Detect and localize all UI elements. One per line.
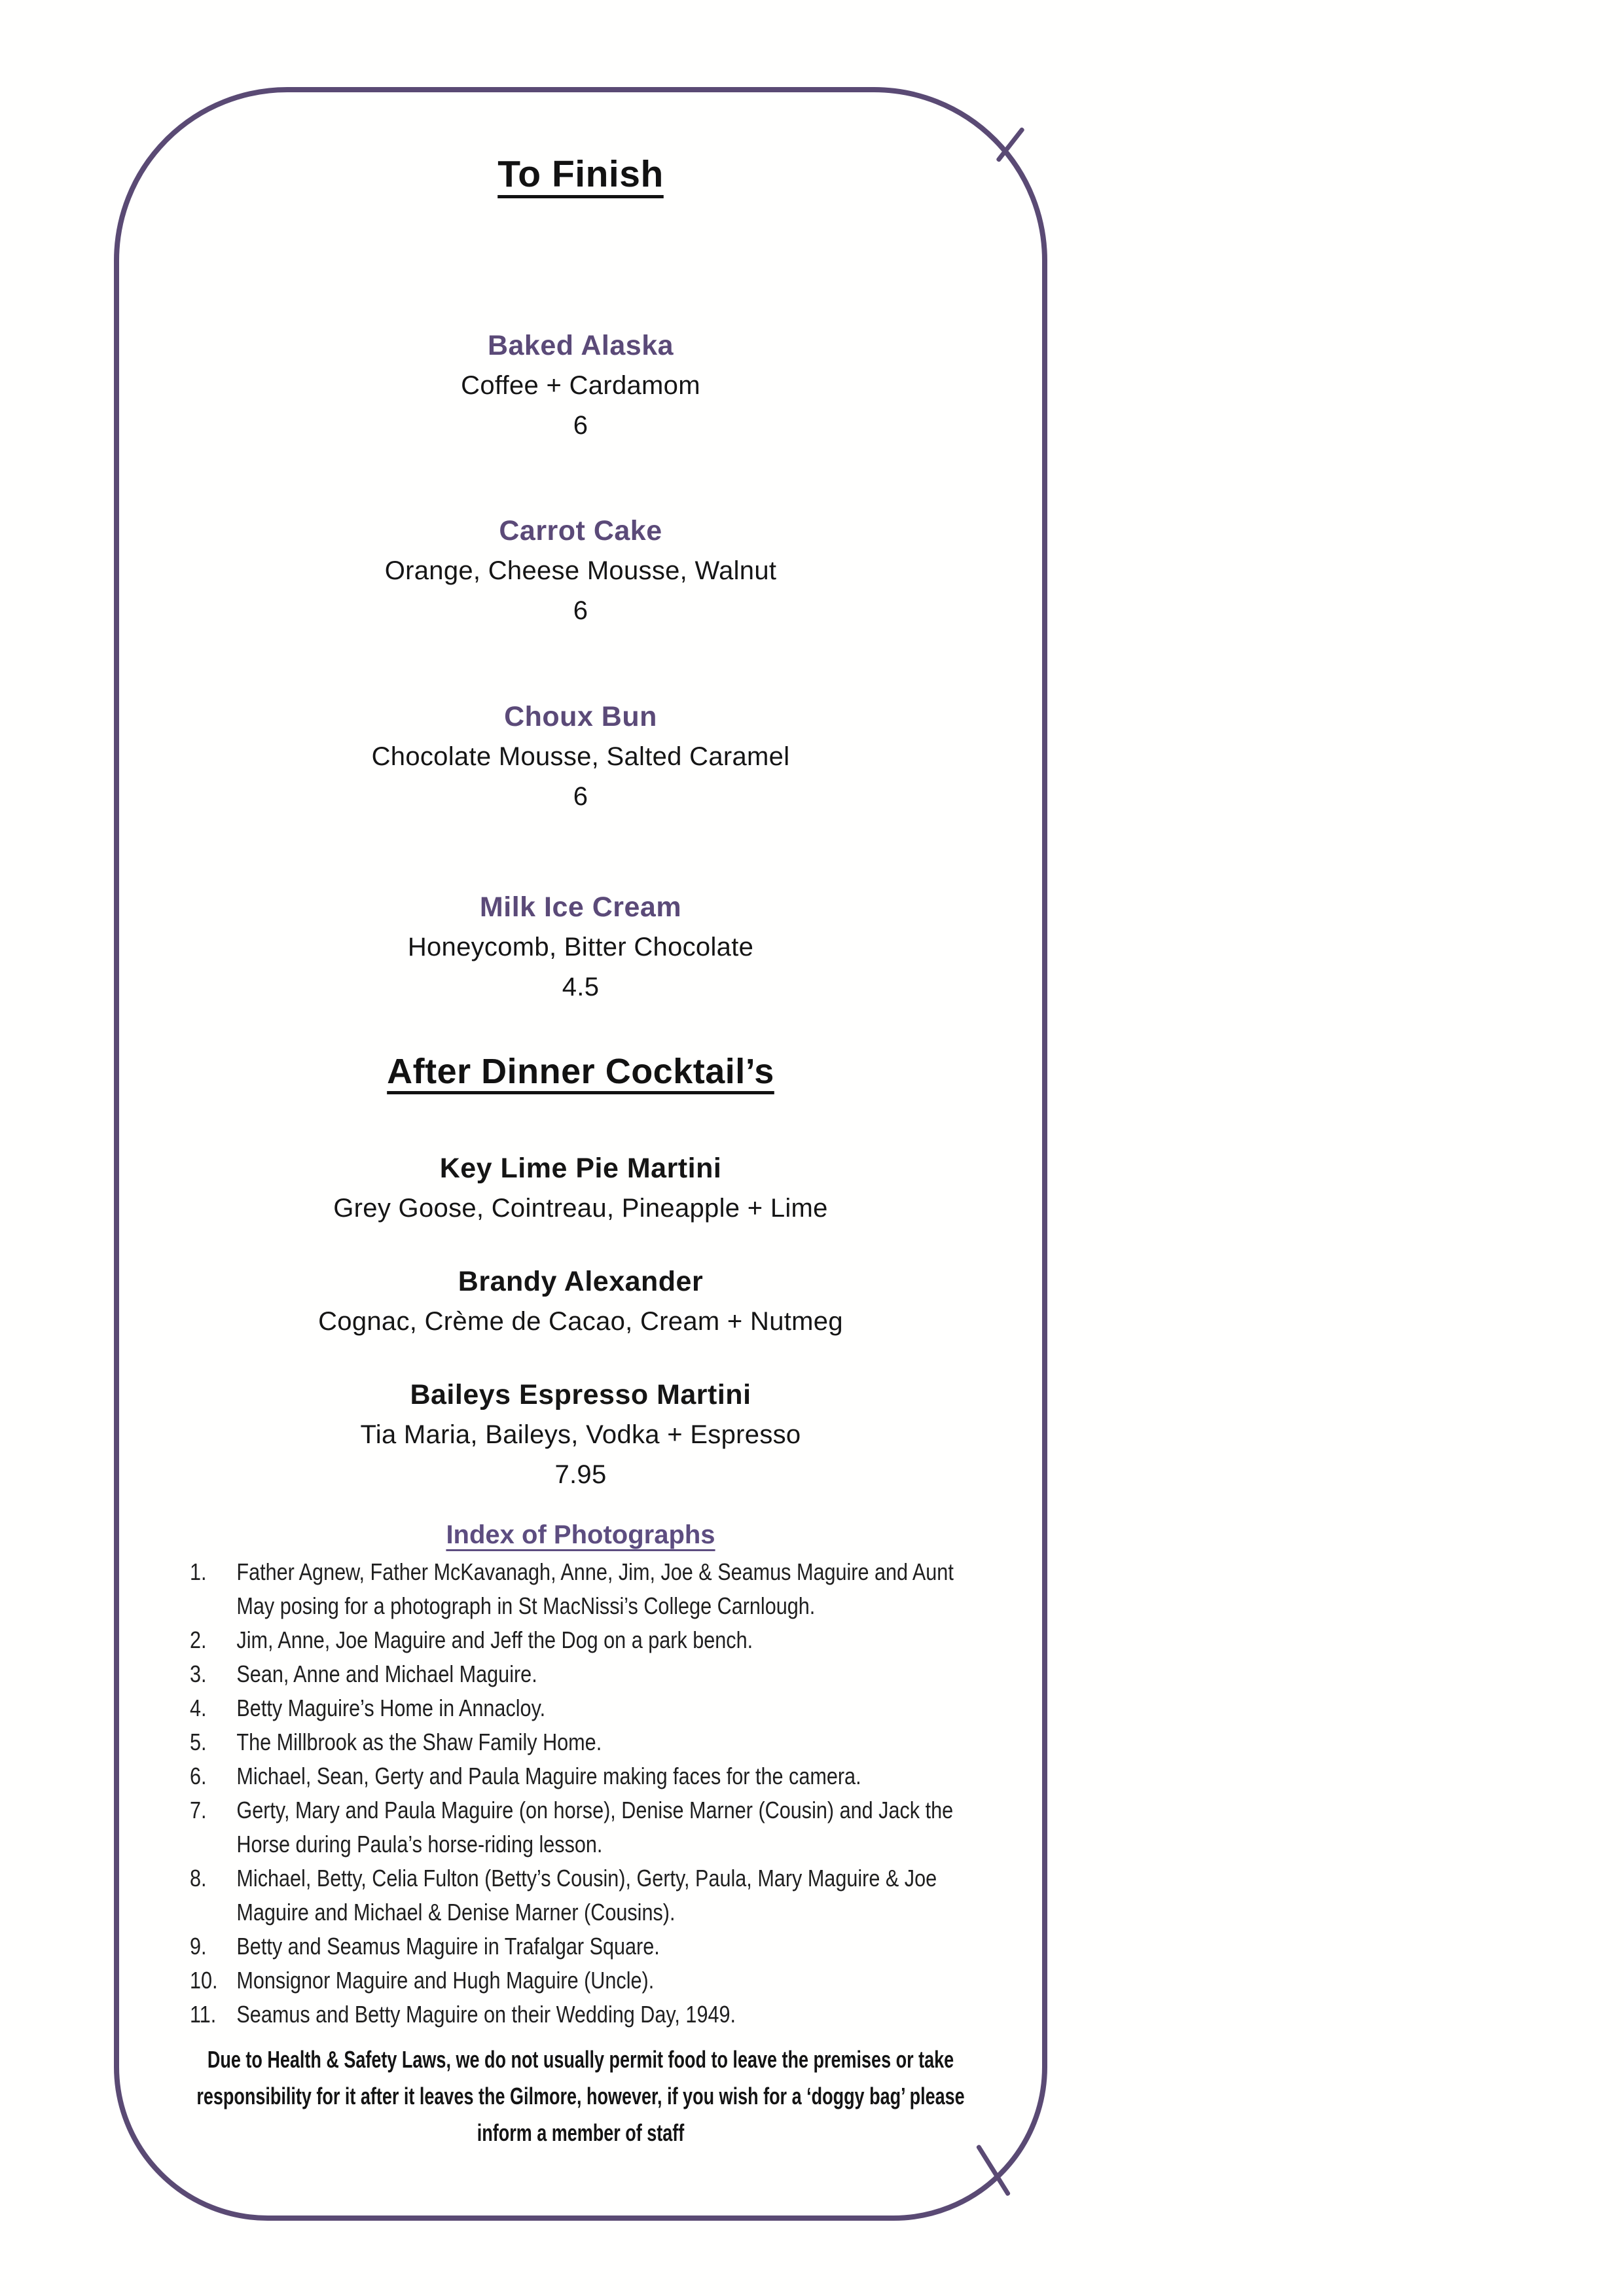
list-item-number: 7. [190,1797,207,1823]
menu-item-baileys-espresso-martini [119,1375,1042,1495]
cocktail-description: Tia Maria, Baileys, Vodka + Espresso [360,1420,801,1449]
border-sketch-mark-bottom-right [976,2144,1011,2197]
list-item-number: 4. [190,1695,207,1721]
list-item [190,1691,973,1725]
menu-item-baked-alaska [119,326,1042,446]
list-item-text: Monsignor Maguire and Hugh Maguire (Uncle). [236,1967,655,1994]
list-item-text: Jim, Anne, Joe Maguire and Jeff the Dog on a park bench. [236,1626,753,1653]
menu-item-key-lime-pie-martini [119,1149,1042,1229]
list-item [190,1861,973,1929]
section-title-index-of-photographs: Index of Photographs [446,1520,715,1549]
health-safety-notice: Due to Health & Safety Laws, we do not usually permit food to leave the premises or take responsibility for it after it leaves the Gilmore, however, if you wish for a ‘doggy bag’ please inform a member of staff [196,2046,965,2146]
list-item [190,1998,973,2032]
photograph-index-list [190,1555,973,2032]
cocktail-price: 7.95 [554,1460,607,1489]
list-item-number: 10. [190,1967,218,1994]
section-title-to-finish: To Finish [497,153,664,195]
list-item [190,1623,973,1657]
list-item-text: The Millbrook as the Shaw Family Home. [236,1729,602,1755]
dessert-description: Honeycomb, Bitter Chocolate [407,933,754,961]
dessert-price: 6 [573,596,588,625]
list-item [190,1725,973,1759]
dessert-price: 6 [573,782,588,811]
list-item-text: Father Agnew, Father McKavanagh, Anne, Jim, Joe & Seamus Maguire and Aunt May posing for a photograph in St MacNissi’s College Carnlough. [236,1558,954,1619]
list-item-number: 11. [190,2001,217,2028]
dessert-price: 6 [573,411,588,440]
cocktail-description: Grey Goose, Cointreau, Pineapple + Lime [333,1194,828,1223]
list-item-text: Sean, Anne and Michael Maguire. [236,1660,537,1687]
list-item-text: Seamus and Betty Maguire on their Wedding Day, 1949. [236,2001,736,2028]
list-item-number: 6. [190,1763,207,1789]
list-item-number: 9. [190,1933,207,1960]
dessert-price: 4.5 [562,973,600,1001]
list-item [190,1793,973,1861]
list-item-number: 1. [190,1558,207,1585]
menu-card-border [114,87,1047,2221]
list-item [190,1759,973,1793]
list-item-text: Betty Maguire’s Home in Annacloy. [236,1695,546,1721]
list-item [190,1657,973,1691]
menu-item-brandy-alexander [119,1262,1042,1342]
list-item-number: 2. [190,1626,207,1653]
list-item-text: Michael, Betty, Celia Fulton (Betty’s Cousin), Gerty, Paula, Mary Maguire & Joe Maguire and Michael & Denise Marner (Cousins). [236,1865,937,1926]
dessert-description: Chocolate Mousse, Salted Caramel [371,742,790,771]
list-item [190,1929,973,1964]
list-item-number: 5. [190,1729,207,1755]
cocktail-name: Brandy Alexander [458,1266,704,1297]
dessert-name: Choux Bun [504,701,657,732]
cocktail-name: Baileys Espresso Martini [410,1379,751,1410]
cocktail-name: Key Lime Pie Martini [439,1153,722,1184]
dessert-name: Baked Alaska [487,330,674,361]
list-item-number: 3. [190,1660,207,1687]
list-item-text: Michael, Sean, Gerty and Paula Maguire making faces for the camera. [236,1763,861,1789]
dessert-description: Coffee + Cardamom [461,371,700,400]
list-item [190,1964,973,1998]
menu-item-choux-bun [119,697,1042,817]
dessert-description: Orange, Cheese Mousse, Walnut [384,556,777,585]
dessert-name: Milk Ice Cream [479,891,682,923]
list-item-text: Betty and Seamus Maguire in Trafalgar Square. [236,1933,660,1960]
list-item [190,1555,973,1623]
menu-item-milk-ice-cream [119,888,1042,1007]
menu-item-carrot-cake [119,511,1042,631]
section-title-after-dinner-cocktails: After Dinner Cocktail’s [387,1052,774,1091]
list-item-number: 8. [190,1865,207,1892]
list-item-text: Gerty, Mary and Paula Maguire (on horse), Denise Marner (Cousin) and Jack the Horse during Paula’s horse-riding lesson. [236,1797,954,1857]
cocktail-description: Cognac, Crème de Cacao, Cream + Nutmeg [318,1307,843,1336]
dessert-name: Carrot Cake [499,515,662,547]
